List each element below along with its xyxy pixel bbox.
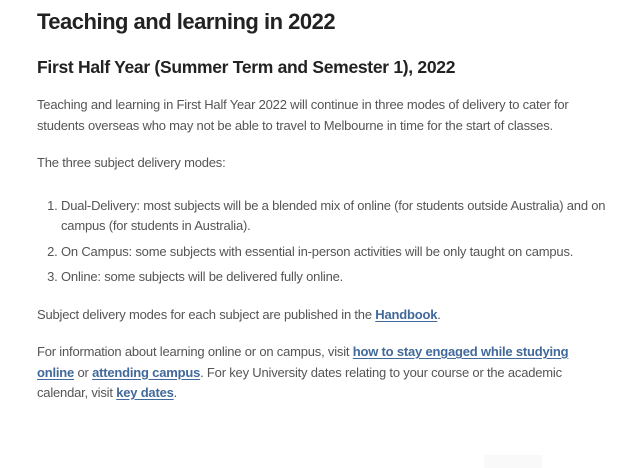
info-text-2: or bbox=[74, 364, 93, 380]
delivery-mode-on-campus: 2. On Campus: some subjects with essential in-person activities will be only taught on campus. bbox=[61, 242, 607, 263]
modes-lead-text: The three subject delivery modes: bbox=[37, 155, 226, 170]
handbook-text-after: . bbox=[437, 306, 441, 322]
page-title: Teaching and learning in 2022 bbox=[37, 9, 336, 34]
info-text-3: . For key University dates relating to your course or the academic calendar, visit bbox=[37, 364, 562, 400]
handbook-link[interactable]: Handbook bbox=[375, 306, 438, 322]
key-dates-link[interactable]: key dates bbox=[116, 385, 174, 400]
delivery-mode-online: 3. Online: some subjects will be delivered fully online. bbox=[61, 267, 607, 288]
handbook-paragraph bbox=[37, 305, 607, 326]
handbook-text-before: Subject delivery modes for each subject are published in the bbox=[37, 306, 376, 322]
intro-paragraph: Teaching and learning in First Half Year 2022 will continue in three modes of delivery to cater for students overseas who may not be able to travel to Melbourne in time for the start of classes. bbox=[37, 97, 569, 133]
info-text-4: . bbox=[173, 385, 178, 400]
info-text-1: For information about learning online or on campus, visit bbox=[37, 344, 353, 359]
info-paragraph bbox=[37, 342, 607, 404]
delivery-modes-list bbox=[37, 196, 607, 288]
section-heading: First Half Year (Summer Term and Semester 1), 2022 bbox=[37, 57, 456, 77]
stay-engaged-link[interactable]: how to stay engaged while studying online bbox=[37, 344, 569, 380]
attending-campus-link[interactable]: attending campus bbox=[92, 364, 201, 380]
delivery-mode-dual-delivery: 1. Dual-Delivery: most subjects will be a blended mix of online (for students outside Australia) and on campus (for students in Australia). bbox=[61, 196, 607, 237]
faint-overlay-artifact bbox=[484, 455, 542, 468]
